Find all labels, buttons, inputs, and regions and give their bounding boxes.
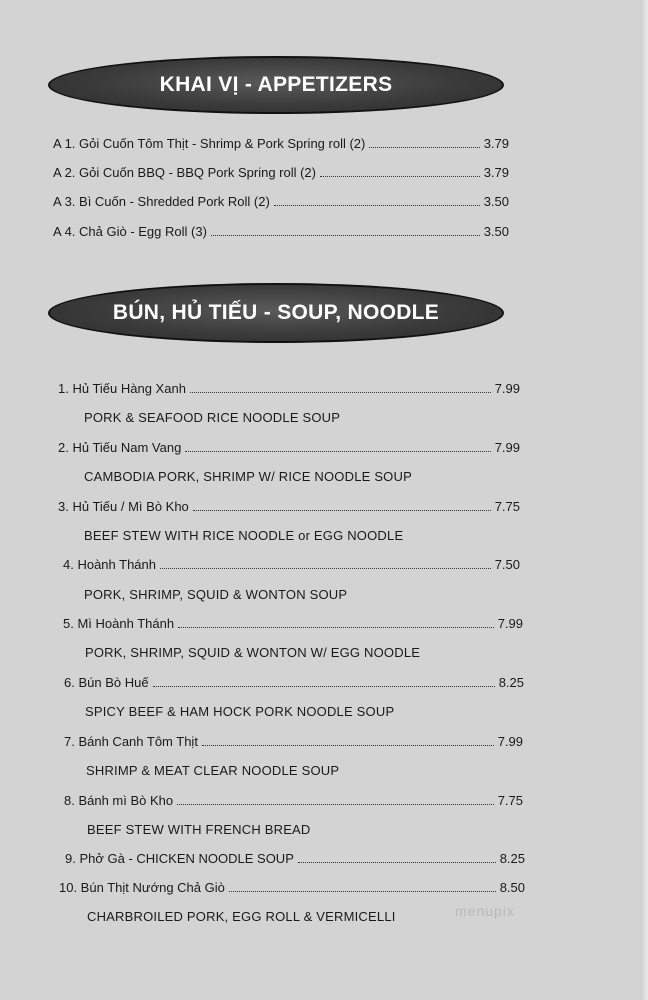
item-name: 2. Hủ Tiếu Nam Vang bbox=[58, 440, 182, 455]
menu-item bbox=[53, 224, 509, 239]
item-name: 4. Hoành Thánh bbox=[63, 557, 156, 572]
item-name: 10. Bún Thịt Nướng Chả Giò bbox=[59, 880, 225, 895]
item-description: BEEF STEW WITH RICE NOODLE or EGG NOODLE bbox=[84, 528, 404, 543]
item-price: 7.99 bbox=[494, 381, 520, 396]
dot-leader bbox=[178, 627, 494, 628]
item-price: 8.25 bbox=[498, 675, 524, 690]
menu-item bbox=[64, 675, 524, 690]
appetizers-title: KHAI VỊ - APPETIZERS bbox=[159, 73, 393, 96]
item-name: 7. Bánh Canh Tôm Thịt bbox=[64, 734, 198, 749]
item-description: CAMBODIA PORK, SHRIMP W/ RICE NOODLE SOUP bbox=[84, 469, 412, 484]
menu-item bbox=[58, 381, 520, 396]
item-price: 3.79 bbox=[483, 165, 509, 180]
item-name: A 3. Bì Cuốn - Shredded Pork Roll (2) bbox=[53, 194, 270, 209]
item-price: 8.25 bbox=[499, 851, 525, 866]
item-name: 3. Hủ Tiếu / Mì Bò Kho bbox=[58, 499, 189, 514]
item-price: 3.50 bbox=[483, 224, 509, 239]
menu-item bbox=[58, 440, 520, 455]
item-description: CHARBROILED PORK, EGG ROLL & VERMICELLI bbox=[87, 909, 396, 924]
item-price: 8.50 bbox=[499, 880, 525, 895]
menu-item bbox=[58, 499, 520, 514]
item-name: 1. Hủ Tiếu Hàng Xanh bbox=[58, 381, 186, 396]
item-name: 9. Phở Gà - CHICKEN NOODLE SOUP bbox=[65, 851, 294, 866]
item-description: PORK & SEAFOOD RICE NOODLE SOUP bbox=[84, 410, 341, 425]
item-name: A 4. Chả Giò - Egg Roll (3) bbox=[53, 224, 207, 239]
item-name: 6. Bún Bò Huế bbox=[64, 675, 149, 690]
dot-leader bbox=[177, 804, 494, 805]
dot-leader bbox=[274, 205, 480, 206]
menu-item bbox=[64, 793, 523, 808]
item-price: 7.99 bbox=[497, 616, 523, 631]
noodle-header bbox=[48, 283, 504, 343]
menu-item bbox=[59, 880, 525, 895]
item-description: SHRIMP & MEAT CLEAR NOODLE SOUP bbox=[86, 763, 340, 778]
menu-item bbox=[53, 136, 509, 151]
item-description: SPICY BEEF & HAM HOCK PORK NOODLE SOUP bbox=[85, 704, 395, 719]
menu-item bbox=[63, 616, 523, 631]
menu-item bbox=[65, 851, 525, 866]
dot-leader bbox=[229, 891, 496, 892]
item-price: 7.99 bbox=[497, 734, 523, 749]
item-price: 7.50 bbox=[494, 557, 520, 572]
dot-leader bbox=[190, 392, 491, 393]
menu-item bbox=[64, 734, 523, 749]
item-price: 7.99 bbox=[494, 440, 520, 455]
item-description: PORK, SHRIMP, SQUID & WONTON W/ EGG NOODLE bbox=[85, 645, 421, 660]
menu-item bbox=[63, 557, 520, 572]
dot-leader bbox=[202, 745, 494, 746]
item-price: 3.50 bbox=[483, 194, 509, 209]
menu-item bbox=[53, 165, 509, 180]
dot-leader bbox=[211, 235, 480, 236]
item-description: BEEF STEW WITH FRENCH BREAD bbox=[87, 822, 311, 837]
watermark: menupix bbox=[455, 903, 515, 919]
page-edge bbox=[640, 0, 648, 1000]
dot-leader bbox=[369, 147, 479, 148]
dot-leader bbox=[298, 862, 496, 863]
dot-leader bbox=[193, 510, 491, 511]
noodle-title: BÚN, HỦ TIẾU - SOUP, NOODLE bbox=[112, 301, 440, 324]
dot-leader bbox=[320, 176, 480, 177]
dot-leader bbox=[160, 568, 491, 569]
menu-item bbox=[53, 194, 509, 209]
item-name: A 2. Gỏi Cuốn BBQ - BBQ Pork Spring roll (2) bbox=[53, 165, 316, 180]
dot-leader bbox=[185, 451, 490, 452]
item-name: 8. Bánh mì Bò Kho bbox=[64, 793, 174, 808]
item-description: PORK, SHRIMP, SQUID & WONTON SOUP bbox=[84, 587, 348, 602]
item-price: 7.75 bbox=[494, 499, 520, 514]
item-name: 5. Mì Hoành Thánh bbox=[63, 616, 175, 631]
item-price: 3.79 bbox=[483, 136, 509, 151]
item-name: A 1. Gỏi Cuốn Tôm Thịt - Shrimp & Pork Spring roll (2) bbox=[53, 136, 366, 151]
dot-leader bbox=[153, 686, 495, 687]
appetizers-header bbox=[48, 56, 504, 114]
item-price: 7.75 bbox=[497, 793, 523, 808]
